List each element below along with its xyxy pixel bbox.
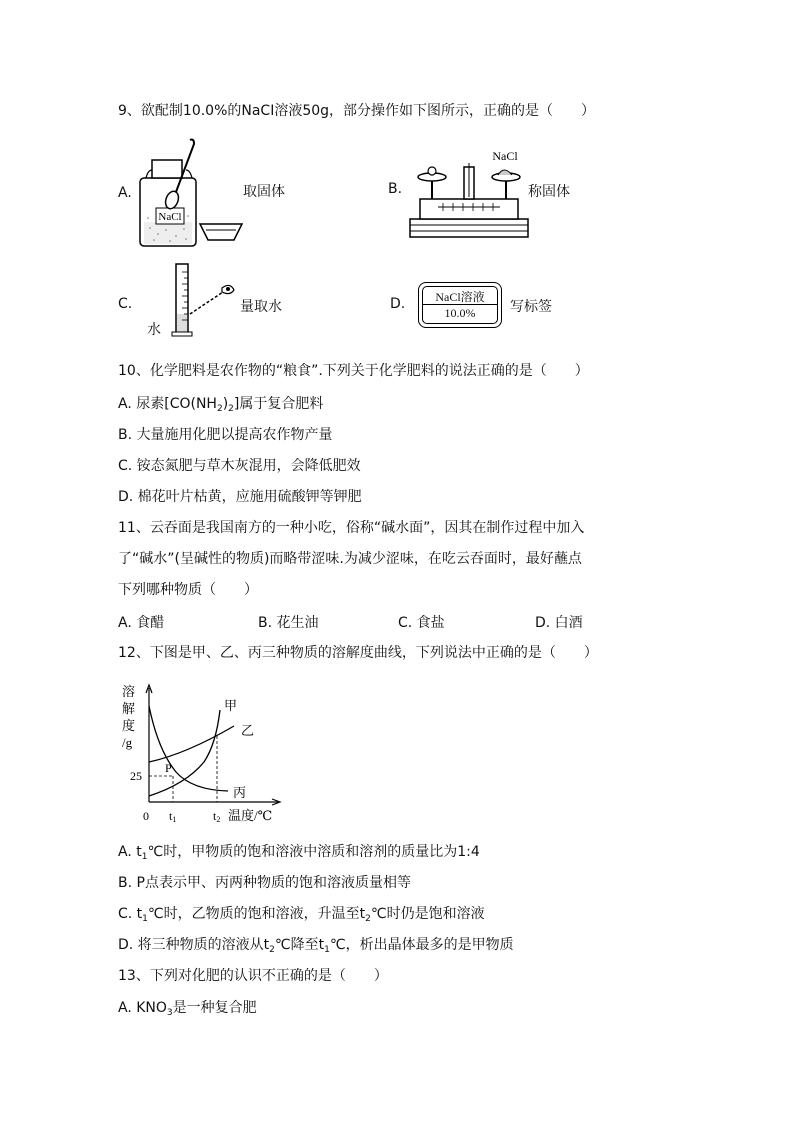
q9-option-c-letter: C. xyxy=(118,296,133,312)
q12-option-a: A. $t_1℃$时，甲物质的饱和溶液中溶质和溶剂的质量比为1:4 xyxy=(118,844,480,862)
q11-option-a: A. 食醋 xyxy=(118,615,165,631)
q11-option-b: B. 花生油 xyxy=(258,615,319,631)
q12-stem: 12、下图是甲、乙、丙三种物质的溶解度曲线，下列说法中正确的是（ ） xyxy=(118,645,598,661)
q11-stem-line-3: 下列哪种物质（ ） xyxy=(118,582,258,598)
solubility-curve-graph xyxy=(116,680,296,828)
q10-option-c: C. 铵态氮肥与草木灰混用，会降低肥效 xyxy=(118,458,361,474)
curve-label-jia: 甲 xyxy=(224,698,238,713)
q12-option-d: D. 将三种物质的溶液从$t_2℃$降至$t_1℃$，析出晶体最多的是甲物质 xyxy=(118,937,514,955)
q11-option-c: C. 食盐 xyxy=(398,615,445,631)
q9-stem: 9、欲配制10.0%的NaCI溶液50g，部分操作如下图所示，正确的是（ ） xyxy=(118,103,596,119)
q13-option-a: A. $KNO_3$是一种复合肥 xyxy=(118,1000,257,1018)
label-solution-name: NaCl溶液 xyxy=(435,290,485,304)
q9-option-c-caption: 量取水 xyxy=(240,299,282,315)
q9-option-b-caption: 称固体 xyxy=(528,184,570,200)
q9-option-d-caption: 写标签 xyxy=(510,299,552,315)
q9-option-c-water-label: 水 xyxy=(147,322,161,338)
y-axis-label-3: 度 xyxy=(122,718,136,733)
curve-label-yi: 乙 xyxy=(241,723,255,738)
curve-yi xyxy=(149,726,234,762)
x-axis-label: 温度/℃ xyxy=(228,808,273,823)
q11-option-d: D. 白酒 xyxy=(535,615,583,631)
graduated-cylinder-figure xyxy=(168,262,238,338)
t2-label: t2 xyxy=(213,809,221,824)
solution-label-figure xyxy=(418,282,502,328)
y-axis-label-2: 解 xyxy=(122,701,136,716)
balance-pan-label: NaCl xyxy=(492,149,518,163)
point-p-label: P xyxy=(165,761,172,775)
q9-option-a-caption: 取固体 xyxy=(243,184,285,200)
q12-option-c: C. $t_1℃$时，乙物质的饱和溶液，升温至$t_2℃$时仍是饱和溶液 xyxy=(118,906,485,924)
balance-scale-figure xyxy=(408,145,530,240)
y-axis-label-1: 溶 xyxy=(122,684,136,699)
reagent-jar-spoon-figure xyxy=(136,138,246,250)
q12-option-b: B. P点表示甲、丙两种物质的饱和溶液质量相等 xyxy=(118,875,411,891)
y-axis-label-4: /g xyxy=(122,735,133,750)
tick-label-25: 25 xyxy=(130,769,142,783)
origin-label: 0 xyxy=(143,809,149,823)
t1-label: t1 xyxy=(169,809,177,824)
q9-option-b-letter: B. xyxy=(388,181,403,197)
q10-option-a: A. 尿素$[CO(NH_2)_2]$属于复合肥料 xyxy=(118,396,324,414)
q9-option-d-letter: D. xyxy=(390,296,406,312)
q10-stem: 10、化学肥料是农作物的“粮食”.下列关于化学肥料的说法正确的是（ ） xyxy=(118,363,589,379)
q13-stem: 13、下列对化肥的认识不正确的是（ ） xyxy=(118,968,388,984)
q10-option-d: D. 棉花叶片枯黄，应施用硫酸钾等钾肥 xyxy=(118,489,362,505)
jar-label: NaCl xyxy=(158,211,182,223)
q9-option-a-letter: A. xyxy=(118,185,132,201)
curve-label-bing: 丙 xyxy=(233,785,247,800)
label-concentration: 10.0% xyxy=(444,306,476,320)
q11-stem-line-1: 11、云吞面是我国南方的一种小吃，俗称“碱水面”，因其在制作过程中加入 xyxy=(118,520,585,536)
curve-jia xyxy=(149,710,220,796)
q11-stem-line-2: 了“碱水”(呈碱性的物质)而略带涩味.为减少涩味，在吃云吞面时，最好蘸点 xyxy=(118,551,582,567)
q10-option-b: B. 大量施用化肥以提高农作物产量 xyxy=(118,427,333,443)
